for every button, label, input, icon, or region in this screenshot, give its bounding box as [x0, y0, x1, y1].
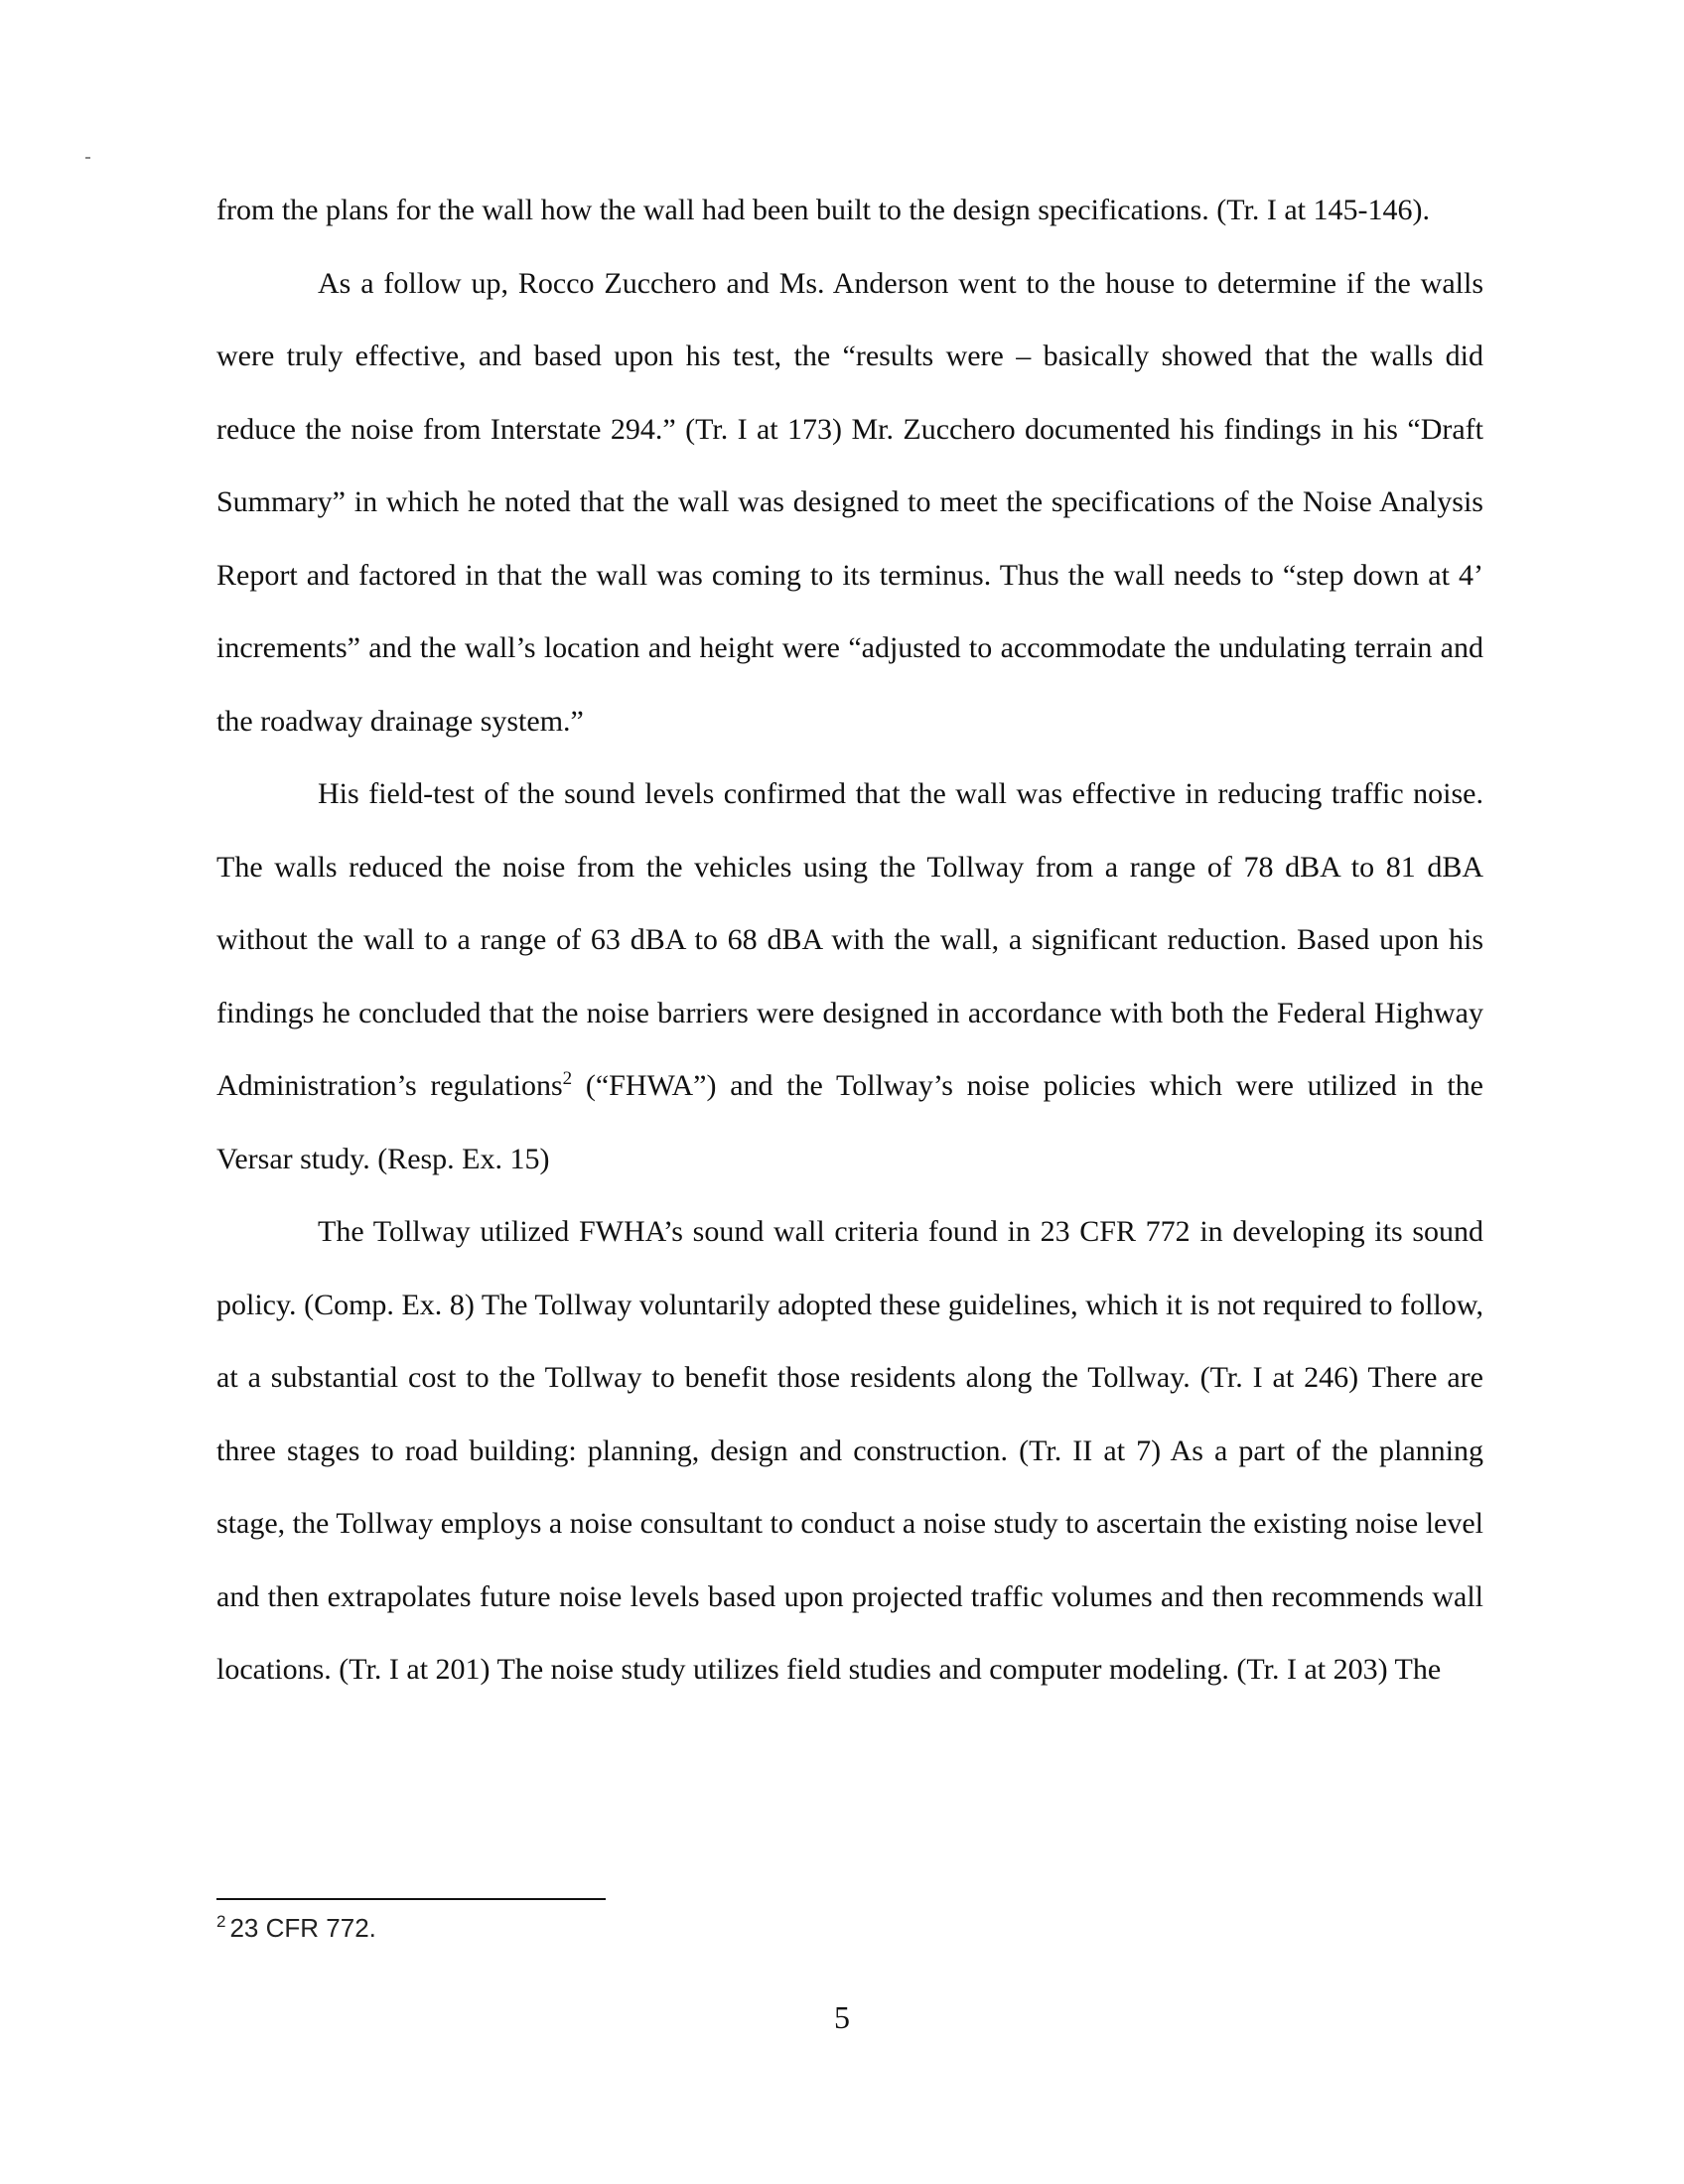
paragraph-field-test-text-after: (“FHWA”) and the Tollway’s noise policies which were utilized in the Versar study. (Resp. Ex. 15) [216, 1069, 1484, 1175]
paragraph-field-test [216, 757, 1483, 1195]
scan-speck [85, 157, 90, 159]
footnote-text: 23 CFR 772. [229, 1913, 376, 1943]
page-number: 5 [834, 1999, 850, 2035]
paragraph-field-test-text-before: His field-test of the sound levels confirmed that the wall was effective in reducing traffic noise. The walls reduced the noise from the vehicles using the Tollway from a range of 78 dBA to 81 dBA without the wall to a range of 63 dBA to 68 dBA with the wall, a significant reduction. Based upon his findings he concluded that the noise barriers were designed in accordance with both the Federal Highway Administration’s regulations [216, 777, 1483, 1102]
paragraph-follow-up: As a follow up, Rocco Zucchero and Ms. Anderson went to the house to determine if the walls were truly effective, and based upon his test, the “results were – basically showed that the walls did reduce the noise from Interstate 294.” (Tr. I at 173) Mr. Zucchero documented his findings in his “Draft Summary” in which he noted that the wall was designed to meet the specifications of the Noise Analysis Report and factored in that the wall was coming to its terminus. Thus the wall needs to “step down at 4’ increments” and the wall’s location and height were “adjusted to accommodate the undulating terrain and the roadway drainage system.” [216, 266, 1483, 738]
document-body [216, 174, 1483, 1706]
paragraph-sound-policy: The Tollway utilized FWHA’s sound wall criteria found in 23 CFR 772 in developing its sound policy. (Comp. Ex. 8) The Tollway voluntarily adopted these guidelines, which it is not required to follow, at a substantial cost to the Tollway to benefit those residents along the Tollway. (Tr. I at 246) There are three stages to road building: planning, design and construction. (Tr. II at 7) As a part of the planning stage, the Tollway employs a noise consultant to conduct a noise study to ascertain the existing noise level and then extrapolates future noise levels based upon projected traffic volumes and then recommends wall locations. (Tr. I at 201) The noise study utilizes field studies and computer modeling. (Tr. I at 203) The [216, 1215, 1483, 1686]
footnote-number: 2 [216, 1912, 226, 1932]
footnote [216, 1912, 376, 1944]
paragraph-continuation: from the plans for the wall how the wall had been built to the design specifications. (Tr. I at 145-146). [216, 194, 1430, 226]
footnote-reference: 2 [562, 1068, 573, 1089]
footnote-separator [216, 1898, 606, 1900]
